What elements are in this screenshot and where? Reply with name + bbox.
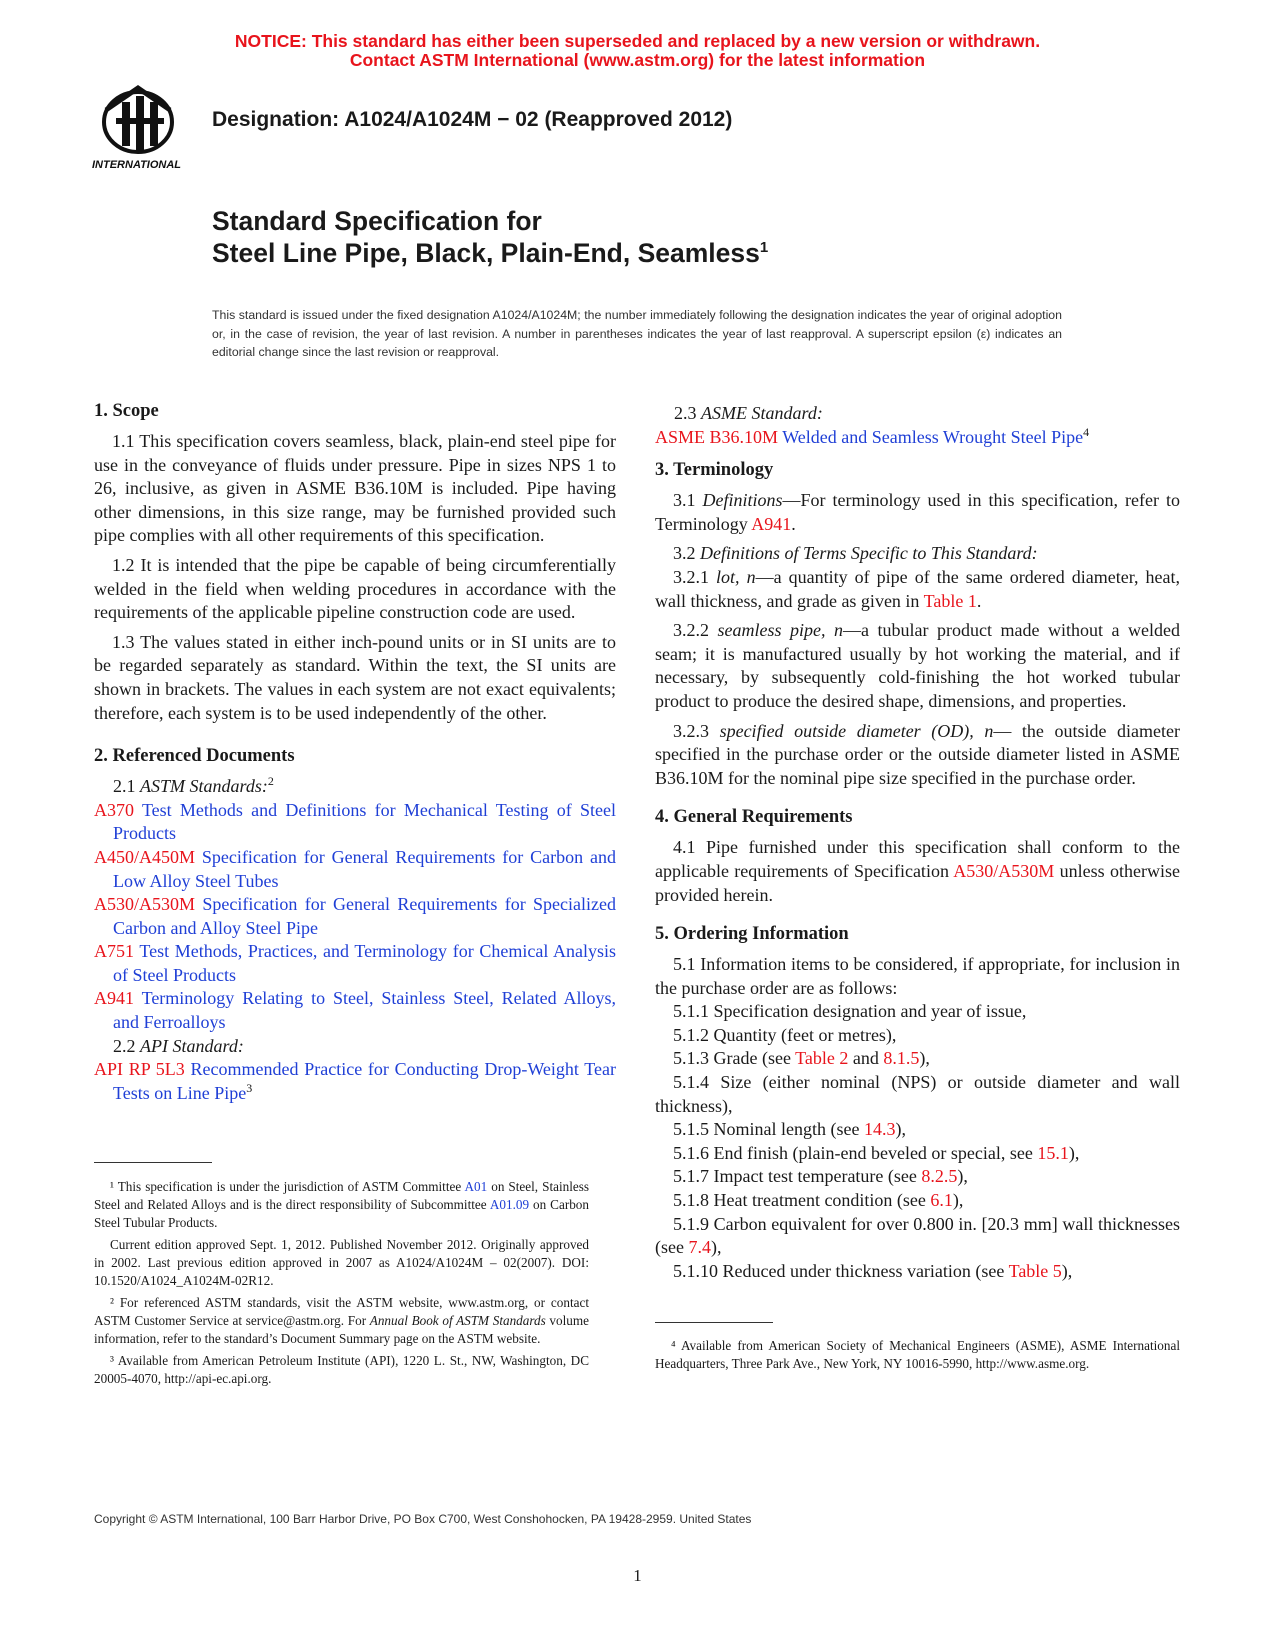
para-1-2: 1.2 It is intended that the pipe be capable of being circumferentially welded in the field when welding procedures in accordance with the requirements of the applicable pipeline construction code are used.	[94, 554, 616, 623]
asme-standard-label: ASME Standard:	[701, 403, 823, 423]
para-3-2-1-text: —a quantity of pipe of the same ordered diameter, heat, wall thickness, and grade as given in	[655, 566, 1181, 611]
item-5-1-6	[655, 1142, 1180, 1166]
astm-standards-heading	[94, 775, 616, 799]
para-3-2-2-num: 3.2.2	[673, 620, 709, 641]
item-5-1-1: 5.1.1 Specification designation and year of issue,	[673, 1001, 1027, 1022]
item-5-1-8-end: ),	[952, 1190, 964, 1211]
item-5-1-7	[655, 1165, 1180, 1189]
footnote-2-italic: Annual Book of ASTM Standards	[369, 1313, 546, 1328]
para-3-1	[655, 489, 1180, 536]
ref-asme-title[interactable]: Welded and Seamless Wrought Steel Pipe	[782, 426, 1084, 447]
para-3-2-1-num: 3.2.1	[673, 566, 709, 587]
item-5-1-5-end: ),	[895, 1119, 906, 1140]
ref-a751-code[interactable]: A751	[94, 941, 134, 962]
para-4-1-text: 4.1 Pipe furnished under this specification shall conform to the applicable requirements of Specification	[655, 837, 1180, 881]
footnote-rule-right	[655, 1322, 773, 1323]
footnote-rule-left	[94, 1162, 212, 1163]
ref-a530-title[interactable]: Specification for General Requirements for Specialized Carbon and Alloy Steel Pipe	[113, 894, 616, 938]
right-column	[655, 402, 1180, 1283]
item-5-1-6-end: ),	[1068, 1142, 1080, 1163]
astm-standards-num: 2.1	[113, 776, 136, 797]
ref-api-fn: 3	[246, 1080, 253, 1095]
para-3-2-term: Definitions of Terms Specific to This Standard:	[700, 543, 1038, 564]
item-5-1-3	[655, 1047, 1180, 1071]
para-3-2-1	[655, 566, 1180, 613]
footnote-1b: Current edition approved Sept. 1, 2012. Published November 2012. Originally approved in 2002. Last previous edition approved in 2007 as A1024/A1024M – 02(2007). DOI: 10.1520/A1024_A1024M-02R12.	[94, 1237, 589, 1288]
astm-logo	[92, 82, 196, 174]
ref-a370-code[interactable]: A370	[94, 799, 134, 820]
footnote-3: ³ Available from American Petroleum Institute (API), 1220 L. St., NW, Washington, DC 20005-4070, http://api-ec.api.org.	[94, 1353, 589, 1386]
footnote-1-link-a0109[interactable]: A01.09	[489, 1197, 530, 1212]
title-footnote-mark: 1	[759, 239, 769, 257]
ref-a530[interactable]	[94, 893, 616, 940]
para-3-2-2-text: —a tubular product made without a welded seam; it is manufactured usually by hot working the material, and if necessary, by subsequently cold-finishing the hot worked tubular product to produce the desired shape, dimensions, and properties.	[655, 620, 1181, 711]
link-14-3[interactable]: 14.3	[863, 1119, 896, 1140]
ref-a450-title[interactable]: Specification for General Requirements for Carbon and Low Alloy Steel Tubes	[113, 846, 616, 891]
item-5-1-10-end: ),	[1061, 1260, 1073, 1281]
asme-standard-heading	[655, 402, 1180, 426]
para-3-2-2	[655, 619, 1180, 713]
title-line-2: Steel Line Pipe, Black, Plain-End, Seamless	[212, 238, 760, 268]
item-5-1-10-pre: 5.1.10 Reduced under thickness variation (see	[673, 1260, 1009, 1281]
astm-standards-fn: 2	[267, 774, 274, 789]
ref-a530-code[interactable]: A530/A530M	[94, 894, 196, 915]
para-4-1-end: unless otherwise provided herein.	[655, 860, 1180, 905]
item-5-1-3-mid: and	[848, 1048, 884, 1069]
link-table-1[interactable]: Table 1	[923, 590, 977, 611]
ref-a941-code[interactable]: A941	[94, 988, 134, 1009]
astm-logo-icon	[92, 82, 196, 174]
ref-asme-b3610m[interactable]	[655, 426, 1180, 450]
section-scope-heading: 1. Scope	[94, 401, 159, 421]
para-3-1-text: —For terminology used in this specification, refer to Terminology	[655, 490, 1180, 534]
footnote-1-mid: on Steel, Stainless Steel and Related Alloys and is the direct responsibility of Subcommittee	[94, 1179, 589, 1212]
ref-asme-fn: 4	[1083, 424, 1090, 439]
page-number: 1	[633, 1566, 642, 1585]
item-5-1-2: 5.1.2 Quantity (feet or metres),	[673, 1024, 897, 1045]
item-5-1-10	[655, 1260, 1180, 1284]
left-column	[94, 400, 616, 1105]
link-7-4[interactable]: 7.4	[688, 1237, 711, 1258]
ref-a370-title[interactable]: Test Methods and Definitions for Mechanical Testing of Steel Products	[113, 799, 616, 844]
ref-a450[interactable]	[94, 846, 616, 893]
ref-api-5l3[interactable]	[94, 1058, 616, 1105]
link-8-1-5[interactable]: 8.1.5	[883, 1048, 920, 1069]
para-3-1-end: .	[791, 513, 796, 534]
para-3-2-3-text: — the outside diameter specified in the purchase order or the outside diameter listed in ASME B36.10M for the nominal pipe size specified in the purchase order.	[655, 720, 1181, 788]
para-3-1-term: Definitions	[702, 490, 783, 511]
logo-wordmark: INTERNATIONAL	[92, 159, 182, 171]
item-5-1-5-pre: 5.1.5 Nominal length (see	[673, 1119, 864, 1140]
para-1-1: 1.1 This specification covers seamless, black, plain-end steel pipe for use in the conveyance of fluids under pressure. Pipe in sizes NPS 1 to 26, inclusive, as given in ASME B36.10M is included. Pipe having other dimensions, in this size range, may be furnished provided such pipe complies with all other requirements of this specification.	[94, 431, 616, 546]
para-3-2-2-term: seamless pipe, n	[717, 620, 844, 641]
para-1-3: 1.3 The values stated in either inch-pound units or in SI units are to be regarded separately as standard. Within the text, the SI units are shown in brackets. The values in each system are not exact equivalents; therefore, each system is to be used independently of the other.	[94, 631, 616, 723]
para-3-1-num: 3.1	[673, 490, 696, 511]
item-5-1-7-end: ),	[957, 1166, 968, 1187]
footnote-1	[94, 1178, 589, 1232]
copyright-line: Copyright © ASTM International, 100 Barr Harbor Drive, PO Box C700, West Conshohocken, PA 19428-2959. United States	[94, 1512, 752, 1526]
footnote-2-end: volume information, refer to the standard’s Document Summary page on the ASTM website.	[94, 1313, 589, 1346]
ref-api-title[interactable]: Recommended Practice for Conducting Drop-Weight Tear Tests on Line Pipe	[113, 1059, 617, 1103]
footnote-1-end: on Carbon Steel Tubular Products.	[94, 1197, 589, 1230]
page-title	[212, 205, 768, 269]
item-5-1-6-pre: 5.1.6 End finish (plain-end beveled or special, see	[673, 1142, 1038, 1163]
para-3-2-3-term: specified outside diameter (OD), n	[719, 720, 994, 741]
asme-standard-num: 2.3	[674, 403, 697, 423]
designation: Designation: A1024/A1024M − 02 (Reapproved 2012)	[212, 108, 733, 131]
link-table-2[interactable]: Table 2	[795, 1048, 849, 1069]
link-a941[interactable]: A941	[751, 513, 792, 534]
notice-line-2: Contact ASTM International (www.astm.org) for the latest information	[349, 50, 926, 70]
ref-asme-code[interactable]: ASME B36.10M	[655, 426, 779, 447]
issued-note: This standard is issued under the fixed designation A1024/A1024M; the number immediately following the designation indicates the year of original adoption or, in the case of revision, the year of last revision. A number in parentheses indicates the year of last reapproval. A superscript epsilon (ε) indicates an editorial change since the last revision or reapproval.	[212, 308, 1062, 359]
footnote-2	[94, 1294, 589, 1348]
link-15-1[interactable]: 15.1	[1037, 1142, 1069, 1163]
item-5-1-7-pre: 5.1.7 Impact test temperature (see	[673, 1166, 922, 1187]
footnote-4: ⁴ Available from American Society of Mechanical Engineers (ASME), ASME International Headquarters, Three Park Ave., New York, NY 10016-5990, http://www.asme.org.	[655, 1338, 1180, 1371]
ref-a370[interactable]	[94, 799, 616, 846]
section-ordering-heading: 5. Ordering Information	[655, 924, 849, 945]
title-line-1: Standard Specification for	[212, 206, 542, 236]
item-5-1-5	[655, 1118, 1180, 1142]
ref-a751[interactable]	[94, 940, 616, 987]
footnote-1-pre: ¹ This specification is under the jurisdiction of ASTM Committee	[110, 1179, 465, 1194]
para-3-2-num: 3.2	[673, 543, 696, 564]
ref-a941[interactable]	[94, 987, 616, 1034]
item-5-1-8	[655, 1189, 1180, 1213]
section-terminology-heading: 3. Terminology	[655, 460, 774, 481]
footnote-2-pre: ² For referenced ASTM standards, visit the ASTM website, www.astm.org, or contact ASTM Customer Service at service@astm.org. For	[94, 1295, 589, 1328]
notice-line-1: NOTICE: This standard has either been superseded and replaced by a new version or withdrawn.	[234, 31, 1041, 51]
astm-standards-label: ASTM Standards:	[140, 776, 268, 797]
section-refdocs-heading: 2. Referenced Documents	[94, 746, 295, 767]
item-5-1-3-end: ),	[919, 1048, 930, 1069]
withdrawal-notice	[0, 32, 1275, 70]
ref-a450-code[interactable]: A450/A450M	[94, 846, 196, 867]
api-standard-label: API Standard:	[140, 1035, 244, 1056]
ref-a751-title[interactable]: Test Methods, Practices, and Terminology for Chemical Analysis of Steel Products	[113, 941, 616, 985]
footnotes-left	[94, 1178, 589, 1392]
item-5-1-3-pre: 5.1.3 Grade (see	[673, 1048, 796, 1069]
api-standard-num: 2.2	[113, 1035, 136, 1056]
para-4-1	[655, 836, 1180, 907]
ref-a941-title[interactable]: Terminology Relating to Steel, Stainless Steel, Related Alloys, and Ferroalloys	[113, 988, 616, 1033]
link-8-2-5[interactable]: 8.2.5	[921, 1166, 958, 1187]
ref-api-code[interactable]: API RP 5L3	[94, 1059, 185, 1080]
item-5-1-9-pre: 5.1.9 Carbon equivalent for over 0.800 in. [20.3 mm] wall thicknesses (see	[655, 1213, 1180, 1258]
para-3-2	[655, 542, 1180, 566]
item-5-1-8-pre: 5.1.8 Heat treatment condition (see	[673, 1190, 931, 1211]
item-5-1-4: 5.1.4 Size (either nominal (NPS) or outside diameter and wall thickness),	[655, 1072, 1180, 1116]
footnote-1-link-a01[interactable]: A01	[464, 1179, 488, 1194]
para-3-2-1-term: lot, n	[716, 566, 756, 587]
link-a530[interactable]: A530/A530M	[953, 860, 1055, 881]
api-standard-heading	[94, 1035, 616, 1059]
section-general-heading: 4. General Requirements	[655, 807, 853, 828]
item-5-1-9-end: ),	[710, 1237, 722, 1258]
item-5-1-9	[655, 1213, 1180, 1260]
footnotes-right	[655, 1337, 1180, 1377]
para-3-2-1-end: .	[976, 590, 982, 611]
link-6-1[interactable]: 6.1	[930, 1190, 953, 1211]
para-3-2-3	[655, 720, 1180, 791]
para-3-2-3-num: 3.2.3	[673, 720, 709, 741]
para-5-1: 5.1 Information items to be considered, if appropriate, for inclusion in the purchase order are as follows:	[655, 954, 1180, 998]
link-table-5[interactable]: Table 5	[1008, 1260, 1062, 1281]
